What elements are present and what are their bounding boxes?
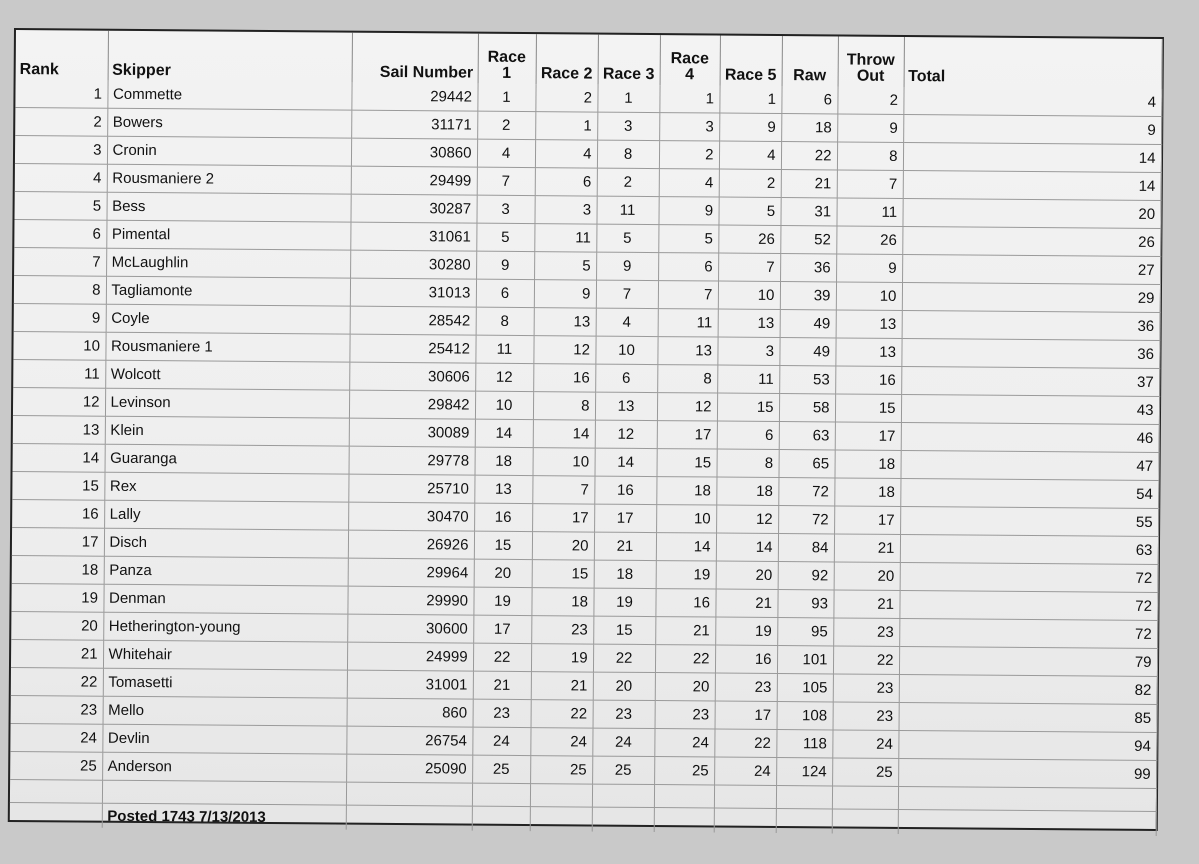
total-cell: 46: [901, 422, 1159, 452]
race-5-cell: 14: [716, 533, 778, 561]
rank-cell: 3: [15, 136, 107, 165]
race-2-cell: 1: [535, 112, 597, 140]
race-3-cell: 18: [594, 560, 656, 588]
sail-number-cell: 29499: [351, 166, 477, 195]
race-2-cell: 19: [531, 644, 593, 672]
throw-out-cell: 13: [835, 338, 901, 367]
race-1-cell: 3: [476, 195, 534, 223]
race-1-cell: 22: [473, 643, 531, 671]
throw-out-cell: 21: [833, 590, 899, 619]
total-cell: 36: [901, 338, 1159, 368]
skipper-cell: Guaranga: [105, 444, 349, 474]
posted-timestamp: Posted 1743 7/13/2013: [102, 803, 346, 829]
race-5-cell: 12: [716, 505, 778, 533]
raw-cell: 39: [780, 282, 836, 310]
race-2-cell: 7: [532, 476, 594, 504]
raw-cell: 84: [778, 534, 834, 562]
total-cell: 94: [898, 730, 1156, 760]
total-cell: 4: [903, 87, 1161, 117]
race-4-cell: 13: [657, 337, 717, 365]
total-cell: 9: [903, 114, 1161, 144]
race-5-cell: 15: [717, 393, 779, 421]
skipper-cell: Klein: [105, 416, 349, 446]
rank-cell: 16: [12, 500, 104, 529]
race-3-cell: 25: [592, 756, 654, 784]
race-5-cell: 18: [716, 477, 778, 505]
rank-cell: 5: [14, 192, 106, 221]
race-2-cell: 21: [531, 672, 593, 700]
race-5-cell: 21: [715, 589, 777, 617]
race-1-cell: 18: [475, 447, 533, 475]
race-5-cell: 1: [719, 86, 781, 114]
race-4-cell: 9: [658, 197, 718, 225]
raw-cell: 124: [776, 758, 832, 786]
race-1-cell: 4: [477, 139, 535, 167]
total-cell: 85: [899, 702, 1157, 732]
raw-cell: 21: [781, 170, 837, 198]
skipper-cell: Rousmaniere 2: [107, 164, 351, 194]
race-5-cell: 19: [715, 617, 777, 645]
throw-out-cell: 20: [834, 562, 900, 591]
race-4-cell: 20: [655, 673, 715, 701]
raw-cell: 58: [779, 394, 835, 422]
header-rank: Rank: [16, 30, 108, 81]
race-3-cell: 19: [593, 588, 655, 616]
race-2-cell: 25: [530, 756, 592, 784]
race-4-cell: 22: [655, 645, 715, 673]
total-cell: 14: [903, 170, 1161, 200]
raw-cell: 72: [778, 478, 834, 506]
race-4-cell: 25: [654, 757, 714, 785]
race-4-cell: 18: [656, 477, 716, 505]
skipper-cell: Lally: [104, 500, 348, 530]
raw-cell: 6: [781, 86, 837, 114]
race-5-cell: 7: [718, 253, 780, 281]
race-3-cell: 6: [595, 364, 657, 392]
race-3-cell: 5: [596, 224, 658, 252]
sail-number-cell: 29778: [349, 446, 475, 475]
total-cell: 29: [902, 282, 1160, 312]
race-1-cell: 19: [473, 587, 531, 615]
sail-number-cell: 30606: [349, 362, 475, 391]
throw-out-cell: 11: [836, 198, 902, 227]
race-3-cell: 24: [592, 728, 654, 756]
race-2-cell: 15: [532, 560, 594, 588]
skipper-cell: Bess: [106, 192, 350, 222]
race-1-cell: 15: [474, 531, 532, 559]
race-2-cell: 14: [533, 420, 595, 448]
race-1-cell: 14: [475, 419, 533, 447]
race-2-cell: 17: [532, 504, 594, 532]
results-table: [10, 30, 1163, 836]
throw-out-cell: 9: [837, 114, 903, 143]
sail-number-cell: 30287: [350, 194, 476, 223]
throw-out-cell: 10: [836, 282, 902, 311]
total-cell: 43: [901, 394, 1159, 424]
sail-number-cell: 29442: [351, 83, 477, 111]
race-4-cell: 15: [656, 449, 716, 477]
rank-cell: 25: [10, 751, 102, 780]
throw-out-cell: 17: [834, 506, 900, 535]
race-2-cell: 3: [534, 196, 596, 224]
skipper-cell: Denman: [103, 584, 347, 614]
race-4-cell: 4: [659, 169, 719, 197]
race-2-cell: 4: [535, 140, 597, 168]
rank-cell: 22: [11, 667, 103, 696]
raw-cell: 36: [780, 254, 836, 282]
race-3-cell: 22: [593, 644, 655, 672]
race-5-cell: 13: [718, 309, 780, 337]
rank-cell: 24: [10, 723, 102, 752]
sail-number-cell: 25412: [349, 334, 475, 363]
race-2-cell: 10: [533, 448, 595, 476]
rank-cell: 10: [13, 332, 105, 361]
throw-out-cell: 13: [836, 310, 902, 339]
race-4-cell: 1: [659, 85, 719, 113]
race-5-cell: 16: [715, 645, 777, 673]
raw-cell: 49: [780, 310, 836, 338]
raw-cell: 22: [781, 142, 837, 170]
total-cell: 55: [900, 506, 1158, 536]
race-3-cell: 9: [596, 252, 658, 280]
race-5-cell: 9: [719, 113, 781, 141]
skipper-cell: Pimental: [106, 220, 350, 250]
race-4-cell: 16: [655, 589, 715, 617]
sail-number-cell: 31013: [350, 278, 476, 307]
raw-cell: 31: [780, 198, 836, 226]
rank-cell: 11: [13, 360, 105, 389]
skipper-cell: Rousmaniere 1: [105, 332, 349, 362]
race-3-cell: 20: [593, 672, 655, 700]
race-5-cell: 5: [718, 197, 780, 225]
skipper-cell: Levinson: [105, 388, 349, 418]
throw-out-cell: 23: [833, 618, 899, 647]
race-3-cell: 14: [594, 448, 656, 476]
raw-cell: 95: [777, 618, 833, 646]
race-4-cell: 2: [659, 141, 719, 169]
sail-number-cell: 25090: [346, 754, 472, 783]
skipper-cell: Disch: [104, 528, 348, 558]
race-5-cell: 8: [716, 449, 778, 477]
header-total: Total: [904, 37, 1162, 89]
race-5-cell: 17: [715, 701, 777, 729]
rank-cell: 15: [12, 472, 104, 501]
skipper-cell: Cronin: [107, 136, 351, 166]
race-1-cell: 25: [472, 755, 530, 783]
race-3-cell: 3: [597, 112, 659, 140]
header-row: [16, 30, 1162, 89]
raw-cell: 49: [779, 338, 835, 366]
race-3-cell: 8: [597, 140, 659, 168]
total-cell: 82: [899, 674, 1157, 704]
raw-cell: 105: [777, 674, 833, 702]
throw-out-cell: 18: [834, 450, 900, 479]
throw-out-cell: 21: [834, 534, 900, 563]
raw-cell: 52: [780, 226, 836, 254]
race-4-cell: 3: [659, 113, 719, 141]
rank-cell: 9: [14, 304, 106, 333]
total-cell: 20: [902, 198, 1160, 228]
rank-cell: 6: [14, 220, 106, 249]
race-5-cell: 6: [717, 421, 779, 449]
throw-out-cell: 22: [833, 646, 899, 675]
race-4-cell: 5: [658, 225, 718, 253]
rank-cell: 23: [11, 695, 103, 724]
raw-cell: 118: [776, 730, 832, 758]
rank-cell: 19: [11, 583, 103, 612]
throw-out-cell: 8: [837, 142, 903, 171]
race-1-cell: 13: [474, 475, 532, 503]
raw-cell: 101: [777, 646, 833, 674]
throw-out-cell: 23: [833, 674, 899, 703]
total-cell: 54: [900, 478, 1158, 508]
header-sail-number: Sail Number: [352, 33, 478, 84]
total-cell: 72: [899, 618, 1157, 648]
total-cell: 79: [899, 646, 1157, 676]
skipper-cell: Mello: [103, 696, 347, 726]
race-5-cell: 26: [718, 225, 780, 253]
skipper-cell: Tomasetti: [103, 668, 347, 698]
race-2-cell: 16: [533, 364, 595, 392]
throw-out-cell: 24: [832, 730, 898, 759]
race-1-cell: 10: [475, 391, 533, 419]
race-5-cell: 4: [719, 141, 781, 169]
skipper-cell: McLaughlin: [106, 248, 350, 278]
race-3-cell: 23: [593, 700, 655, 728]
total-cell: 36: [902, 310, 1160, 340]
total-cell: 26: [902, 226, 1160, 256]
race-1-cell: 6: [476, 279, 534, 307]
throw-out-cell: 18: [834, 478, 900, 507]
sail-number-cell: 28542: [350, 306, 476, 335]
sail-number-cell: 29842: [349, 390, 475, 419]
race-4-cell: 19: [656, 561, 716, 589]
table-body: [10, 80, 1161, 788]
race-1-cell: 2: [477, 111, 535, 139]
rank-cell: 8: [14, 276, 106, 305]
skipper-cell: Bowers: [107, 108, 351, 138]
total-cell: 63: [900, 534, 1158, 564]
race-1-cell: 23: [473, 699, 531, 727]
total-cell: 37: [901, 366, 1159, 396]
race-2-cell: 24: [530, 728, 592, 756]
rank-cell: 2: [15, 108, 107, 137]
sail-number-cell: 31171: [351, 110, 477, 139]
race-1-cell: 8: [476, 307, 534, 335]
race-5-cell: 2: [719, 169, 781, 197]
skipper-cell: Coyle: [106, 304, 350, 334]
results-sheet: [8, 28, 1164, 831]
header-skipper: Skipper: [108, 31, 352, 83]
rank-cell: 14: [13, 444, 105, 473]
race-1-cell: 21: [473, 671, 531, 699]
throw-out-cell: 25: [832, 758, 898, 787]
sail-number-cell: 26926: [348, 530, 474, 559]
rank-cell: 7: [14, 248, 106, 277]
race-2-cell: 5: [534, 252, 596, 280]
race-5-cell: 10: [718, 281, 780, 309]
race-1-cell: 20: [474, 559, 532, 587]
throw-out-cell: 16: [835, 366, 901, 395]
header-race-4: Race 4: [660, 35, 720, 85]
race-5-cell: 20: [716, 561, 778, 589]
total-cell: 14: [903, 142, 1161, 172]
sail-number-cell: 29990: [347, 586, 473, 615]
race-1-cell: 24: [472, 727, 530, 755]
race-3-cell: 17: [594, 504, 656, 532]
skipper-cell: Commette: [107, 81, 351, 110]
raw-cell: 63: [779, 422, 835, 450]
total-cell: 99: [898, 758, 1156, 788]
race-3-cell: 15: [593, 616, 655, 644]
raw-cell: 92: [778, 562, 834, 590]
race-5-cell: 23: [715, 673, 777, 701]
race-4-cell: 7: [658, 281, 718, 309]
rank-cell: 18: [12, 555, 104, 584]
race-2-cell: 20: [532, 532, 594, 560]
rank-cell: 4: [15, 164, 107, 193]
race-1-cell: 9: [476, 251, 534, 279]
sail-number-cell: 25710: [348, 474, 474, 503]
raw-cell: 18: [781, 114, 837, 142]
throw-out-cell: 9: [836, 254, 902, 283]
race-2-cell: 23: [531, 616, 593, 644]
rank-cell: 13: [13, 416, 105, 445]
race-2-cell: 22: [531, 700, 593, 728]
throw-out-cell: 2: [837, 86, 903, 114]
race-4-cell: 8: [657, 365, 717, 393]
race-4-cell: 11: [658, 309, 718, 337]
throw-out-cell: 23: [833, 702, 899, 731]
sail-number-cell: 26754: [346, 726, 472, 755]
sail-number-cell: 30470: [348, 502, 474, 531]
header-race-1: Race 1: [478, 34, 536, 84]
header-race-3: Race 3: [598, 35, 660, 85]
race-4-cell: 6: [658, 253, 718, 281]
race-5-cell: 22: [714, 729, 776, 757]
race-2-cell: 18: [531, 588, 593, 616]
rank-cell: 12: [13, 388, 105, 417]
race-2-cell: 9: [534, 280, 596, 308]
skipper-cell: Wolcott: [105, 360, 349, 390]
race-4-cell: 24: [654, 729, 714, 757]
skipper-cell: Whitehair: [103, 640, 347, 670]
race-3-cell: 16: [594, 476, 656, 504]
race-1-cell: 11: [475, 335, 533, 363]
sail-number-cell: 30600: [347, 614, 473, 643]
race-2-cell: 8: [533, 392, 595, 420]
skipper-cell: Rex: [104, 472, 348, 502]
raw-cell: 72: [778, 506, 834, 534]
sail-number-cell: 31061: [350, 222, 476, 251]
rank-cell: 21: [11, 639, 103, 668]
race-3-cell: 4: [596, 308, 658, 336]
race-4-cell: 23: [655, 701, 715, 729]
sail-number-cell: 29964: [348, 558, 474, 587]
skipper-cell: Hetherington-young: [103, 612, 347, 642]
race-1-cell: 1: [477, 84, 535, 112]
race-2-cell: 12: [533, 336, 595, 364]
skipper-cell: Tagliamonte: [106, 276, 350, 306]
race-3-cell: 2: [597, 168, 659, 196]
skipper-cell: Anderson: [102, 752, 346, 782]
race-1-cell: 16: [474, 503, 532, 531]
header-race-5: Race 5: [720, 36, 782, 86]
raw-cell: 108: [777, 702, 833, 730]
race-1-cell: 7: [477, 167, 535, 195]
header-raw: Raw: [782, 36, 838, 86]
raw-cell: 65: [778, 450, 834, 478]
table-footer: [10, 779, 1156, 835]
race-5-cell: 11: [717, 365, 779, 393]
race-4-cell: 17: [657, 421, 717, 449]
race-1-cell: 5: [476, 223, 534, 251]
sail-number-cell: 30280: [350, 250, 476, 279]
table-header: [16, 30, 1162, 89]
header-throw-out: Throw Out: [838, 36, 904, 87]
sail-number-cell: 860: [347, 698, 473, 727]
throw-out-cell: 15: [835, 394, 901, 423]
total-cell: 27: [902, 254, 1160, 284]
rank-cell: 1: [15, 80, 107, 108]
total-cell: 72: [899, 590, 1157, 620]
race-3-cell: 10: [595, 336, 657, 364]
race-2-cell: 6: [535, 168, 597, 196]
race-4-cell: 10: [656, 505, 716, 533]
race-2-cell: 13: [534, 308, 596, 336]
race-3-cell: 12: [595, 420, 657, 448]
race-5-cell: 3: [717, 337, 779, 365]
sail-number-cell: 31001: [347, 670, 473, 699]
race-4-cell: 14: [656, 533, 716, 561]
raw-cell: 53: [779, 366, 835, 394]
race-3-cell: 11: [596, 196, 658, 224]
race-1-cell: 17: [473, 615, 531, 643]
sail-number-cell: 24999: [347, 642, 473, 671]
race-4-cell: 12: [657, 393, 717, 421]
throw-out-cell: 7: [837, 170, 903, 199]
race-3-cell: 1: [597, 85, 659, 113]
total-cell: 72: [900, 562, 1158, 592]
throw-out-cell: 17: [835, 422, 901, 451]
raw-cell: 93: [777, 590, 833, 618]
header-race-2: Race 2: [536, 34, 598, 84]
rank-cell: 17: [12, 528, 104, 557]
race-3-cell: 13: [595, 392, 657, 420]
rank-cell: 20: [11, 611, 103, 640]
race-1-cell: 12: [475, 363, 533, 391]
total-cell: 47: [900, 450, 1158, 480]
race-4-cell: 21: [655, 617, 715, 645]
throw-out-cell: 26: [836, 226, 902, 255]
race-2-cell: 11: [534, 224, 596, 252]
race-5-cell: 24: [714, 757, 776, 785]
sail-number-cell: 30860: [351, 138, 477, 167]
race-3-cell: 7: [596, 280, 658, 308]
skipper-cell: Panza: [104, 556, 348, 586]
sail-number-cell: 30089: [349, 418, 475, 447]
skipper-cell: Devlin: [102, 724, 346, 754]
race-3-cell: 21: [594, 532, 656, 560]
race-2-cell: 2: [535, 84, 597, 112]
